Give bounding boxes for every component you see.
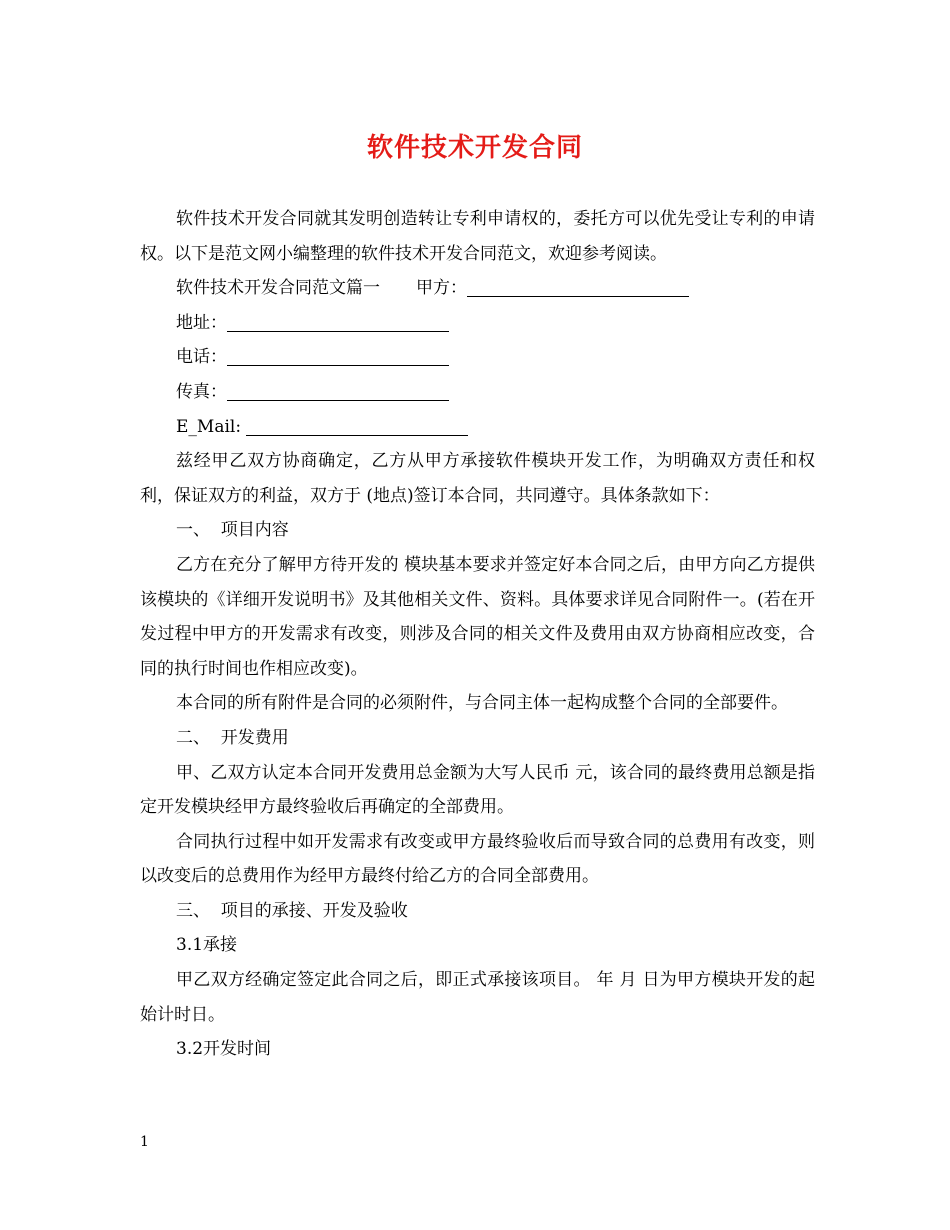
fax-blank: [227, 378, 449, 401]
section1-heading: 一、 项目内容: [176, 520, 289, 541]
phone-label: 电话：: [176, 347, 227, 368]
party-a-line: [140, 271, 815, 306]
fax-line: [140, 375, 815, 410]
phone-blank: [227, 343, 449, 366]
email-line: [140, 410, 815, 445]
section2-paragraph-2: 合同执行过程中如开发需求有改变或甲方最终验收后而导致合同的总费用有改变，则以改变后的总费用作为经甲方最终付给乙方的合同全部费用。: [140, 831, 815, 887]
section3-1-paragraph: 甲乙双方经确定签定此合同之后，即正式承接该项目。 年 月 日为甲方模块开发的起始计时日。: [140, 970, 815, 1025]
document-body: [140, 202, 815, 1067]
document-title: 软件技术开发合同: [366, 133, 583, 163]
intro-paragraph: 软件技术开发合同就其发明创造转让专利申请权的，委托方可以优先受让专利的申请权。以下是范文网小编整理的软件技术开发合同范文，欢迎参考阅读。: [140, 209, 815, 264]
party-a-label: 甲方：: [416, 278, 467, 299]
address-label: 地址：: [176, 312, 227, 333]
preamble-paragraph: 兹经甲乙双方协商确定，乙方从甲方承接软件模块开发工作，为明确双方责任和权利，保证双方的利益，双方于 (地点)签订本合同，共同遵守。具体条款如下：: [140, 451, 815, 506]
section2-heading: 二、 开发费用: [176, 727, 289, 748]
address-line: [140, 306, 815, 341]
section1-paragraph-2: 本合同的所有附件是合同的必须附件，与合同主体一起构成整个合同的全部要件。: [176, 693, 788, 714]
fax-label: 传真：: [176, 381, 227, 402]
email-label: E_Mail:: [176, 416, 242, 437]
phone-line: [140, 340, 815, 375]
email-blank: [246, 413, 468, 436]
section1-paragraph-1: 乙方在充分了解甲方待开发的 模块基本要求并签定好本合同之后，由甲方向乙方提供该模块的《详细开发说明书》及其他相关文件、资料。具体要求详见合同附件一。(若在开发过程中甲方的开发需求有改变，则涉及合同的相关文件及费用由双方协商相应改变，合同的执行时间也作相应改变)。: [140, 554, 815, 679]
page-number: 1: [140, 1134, 149, 1150]
section3-heading: 三、 项目的承接、开发及验收: [176, 900, 408, 921]
section3-2-heading: 3.2开发时间: [176, 1039, 272, 1060]
section2-paragraph-1: 甲、乙双方认定本合同开发费用总金额为大写人民币 元，该合同的最终费用总额是指定开发模块经甲方最终验收后再确定的全部费用。: [140, 762, 815, 818]
section3-1-heading: 3.1承接: [176, 935, 238, 956]
sample-heading: 软件技术开发合同范文篇一: [176, 278, 380, 299]
party-a-blank: [467, 274, 689, 297]
address-blank: [227, 309, 449, 332]
